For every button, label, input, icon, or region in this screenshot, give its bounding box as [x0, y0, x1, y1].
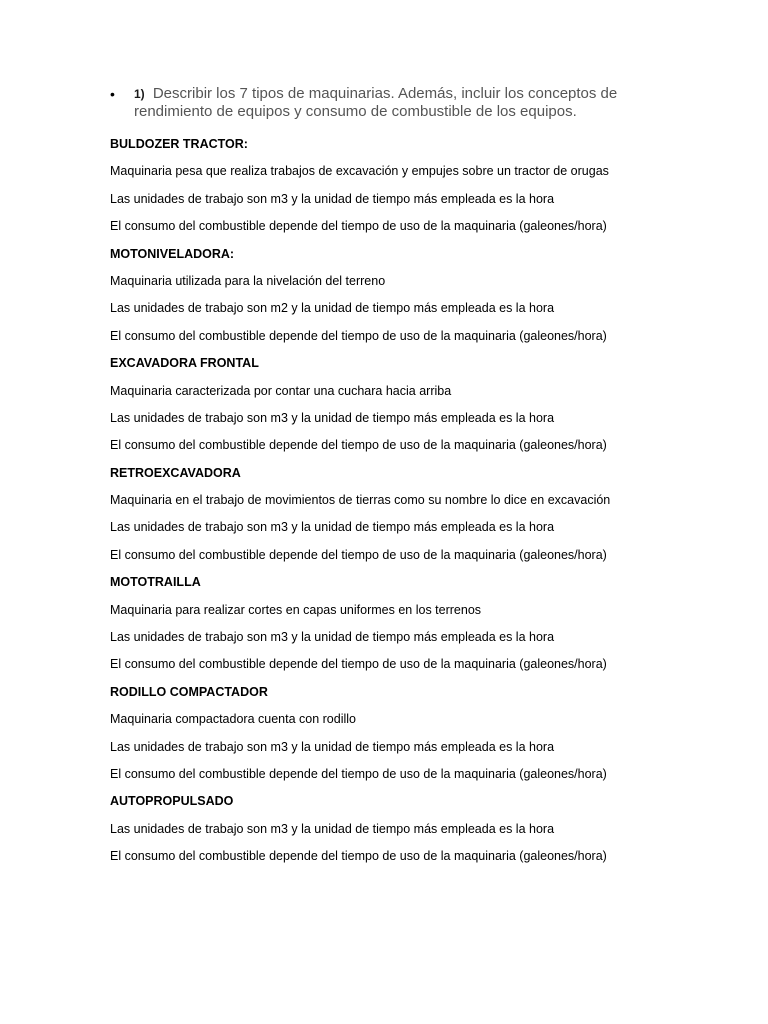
section-paragraph: Las unidades de trabajo son m3 y la unidad de tiempo más empleada es la hora — [110, 739, 555, 754]
section-heading: RODILLO COMPACTADOR — [110, 684, 268, 699]
section-paragraph: Las unidades de trabajo son m3 y la unidad de tiempo más empleada es la hora — [110, 191, 555, 206]
section-paragraph: Maquinaria para realizar cortes en capas uniformes en los terrenos — [110, 602, 482, 617]
section-heading: AUTOPROPULSADO — [110, 794, 234, 809]
section-heading: MOTOTRAILLA — [110, 575, 201, 590]
section-heading: EXCAVADORA FRONTAL — [110, 356, 259, 371]
section-paragraph: El consumo del combustible depende del tiempo de uso de la maquinaria (galeones/hora) — [110, 438, 607, 453]
question-text-block — [134, 85, 650, 121]
section-paragraph: Maquinaria caracterizada por contar una cuchara hacia arriba — [110, 383, 452, 398]
question-item — [110, 85, 650, 121]
section-paragraph: El consumo del combustible depende del tiempo de uso de la maquinaria (galeones/hora) — [110, 328, 607, 343]
section-paragraph: Las unidades de trabajo son m2 y la unidad de tiempo más empleada es la hora — [110, 301, 555, 316]
section-heading: RETROEXCAVADORA — [110, 465, 241, 480]
section-paragraph: El consumo del combustible depende del tiempo de uso de la maquinaria (galeones/hora) — [110, 219, 607, 234]
bullet-icon: • — [110, 86, 115, 102]
section-paragraph: Las unidades de trabajo son m3 y la unidad de tiempo más empleada es la hora — [110, 410, 555, 425]
document-body — [110, 136, 710, 876]
section-paragraph: Las unidades de trabajo son m3 y la unidad de tiempo más empleada es la hora — [110, 630, 555, 645]
section-heading: BULDOZER TRACTOR: — [110, 137, 248, 151]
section-paragraph: El consumo del combustible depende del tiempo de uso de la maquinaria (galeones/hora) — [110, 547, 607, 562]
section-paragraph: Maquinaria pesa que realiza trabajos de excavación y empujes sobre un tractor de orugas — [110, 164, 609, 179]
section-paragraph: Maquinaria en el trabajo de movimientos de tierras como su nombre lo dice en excavación — [110, 493, 611, 508]
section-paragraph: El consumo del combustible depende del tiempo de uso de la maquinaria (galeones/hora) — [110, 657, 607, 672]
question-text: Describir los 7 tipos de maquinarias. Además, incluir los conceptos de rendimiento de equipos y consumo de combustible de los equipos. — [134, 85, 618, 120]
section-heading: MOTONIVELADORA: — [110, 246, 235, 261]
section-paragraph: Maquinaria compactadora cuenta con rodillo — [110, 712, 356, 727]
section-paragraph: El consumo del combustible depende del tiempo de uso de la maquinaria (galeones/hora) — [110, 766, 607, 781]
section-paragraph: Las unidades de trabajo son m3 y la unidad de tiempo más empleada es la hora — [110, 520, 555, 535]
section-paragraph: Las unidades de trabajo son m3 y la unidad de tiempo más empleada es la hora — [110, 821, 555, 836]
section-paragraph: Maquinaria utilizada para la nivelación del terreno — [110, 273, 386, 288]
question-number: 1) — [134, 87, 145, 101]
section-paragraph: El consumo del combustible depende del tiempo de uso de la maquinaria (galeones/hora) — [110, 849, 607, 864]
